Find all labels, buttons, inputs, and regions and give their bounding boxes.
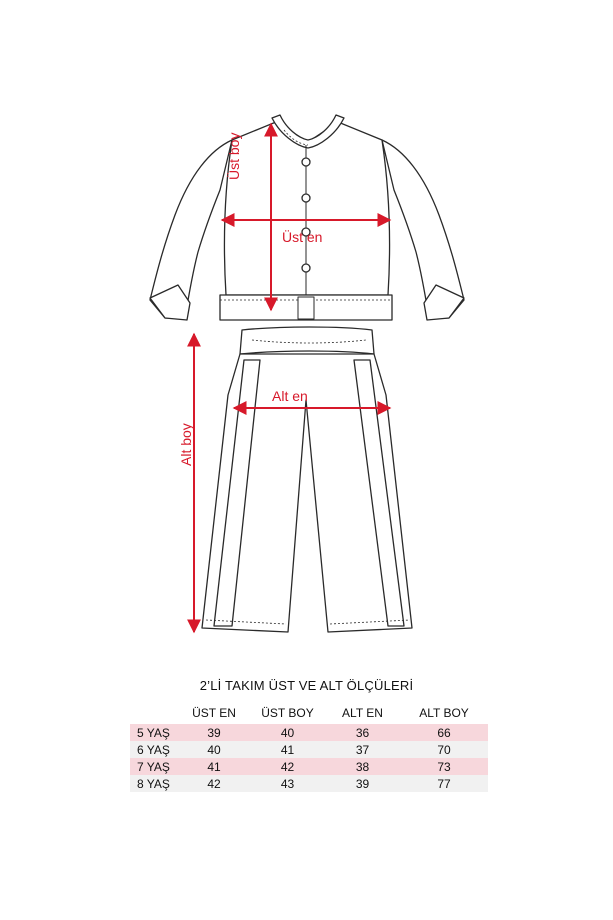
jacket-button — [302, 158, 310, 166]
alt-en-label: Alt en — [272, 388, 308, 404]
table-cell: 42 — [280, 759, 295, 774]
pants-drawing — [202, 327, 412, 632]
table-cell: 39 — [355, 776, 370, 791]
age-cell: 8 YAŞ — [137, 776, 170, 791]
header-cell: ÜST BOY — [261, 705, 314, 720]
age-cell: 7 YAŞ — [137, 759, 170, 774]
table-cell: 40 — [207, 742, 221, 757]
ust-boy-label: Üst boy — [226, 132, 242, 180]
table-cell: 77 — [437, 776, 451, 791]
alt-boy-label: Alt boy — [178, 423, 194, 466]
jacket-button — [302, 194, 310, 202]
table-row — [130, 741, 488, 758]
jacket-drawing — [150, 115, 464, 320]
table-row — [130, 724, 488, 741]
table-cell: 73 — [437, 759, 451, 774]
table-cell: 43 — [280, 776, 295, 791]
header-cell: ALT EN — [342, 705, 383, 720]
table-cell: 40 — [280, 725, 295, 740]
table-cell: 41 — [280, 742, 295, 757]
table-cell: 41 — [207, 759, 221, 774]
header-cell: ÜST EN — [192, 705, 236, 720]
table-cell: 38 — [355, 759, 370, 774]
header-cell: ALT BOY — [419, 705, 469, 720]
table-header — [130, 704, 488, 721]
table-title: 2’Lİ TAKIM ÜST VE ALT ÖLÇÜLERİ — [199, 678, 414, 693]
jacket-button — [302, 264, 310, 272]
table-cell: 37 — [355, 742, 370, 757]
table-row — [130, 758, 488, 775]
table-cell: 42 — [207, 776, 221, 791]
jacket-left-sleeve — [150, 140, 232, 318]
table-row — [130, 775, 488, 792]
age-cell: 6 YAŞ — [137, 742, 170, 757]
table-cell: 70 — [437, 742, 451, 757]
table-cell: 39 — [207, 725, 221, 740]
ust-en-label: Üst en — [282, 229, 323, 245]
age-cell: 5 YAŞ — [137, 725, 170, 740]
table-cell: 66 — [437, 725, 451, 740]
table-cell: 36 — [355, 725, 370, 740]
size-table — [130, 704, 488, 792]
jacket-right-sleeve — [382, 140, 464, 318]
